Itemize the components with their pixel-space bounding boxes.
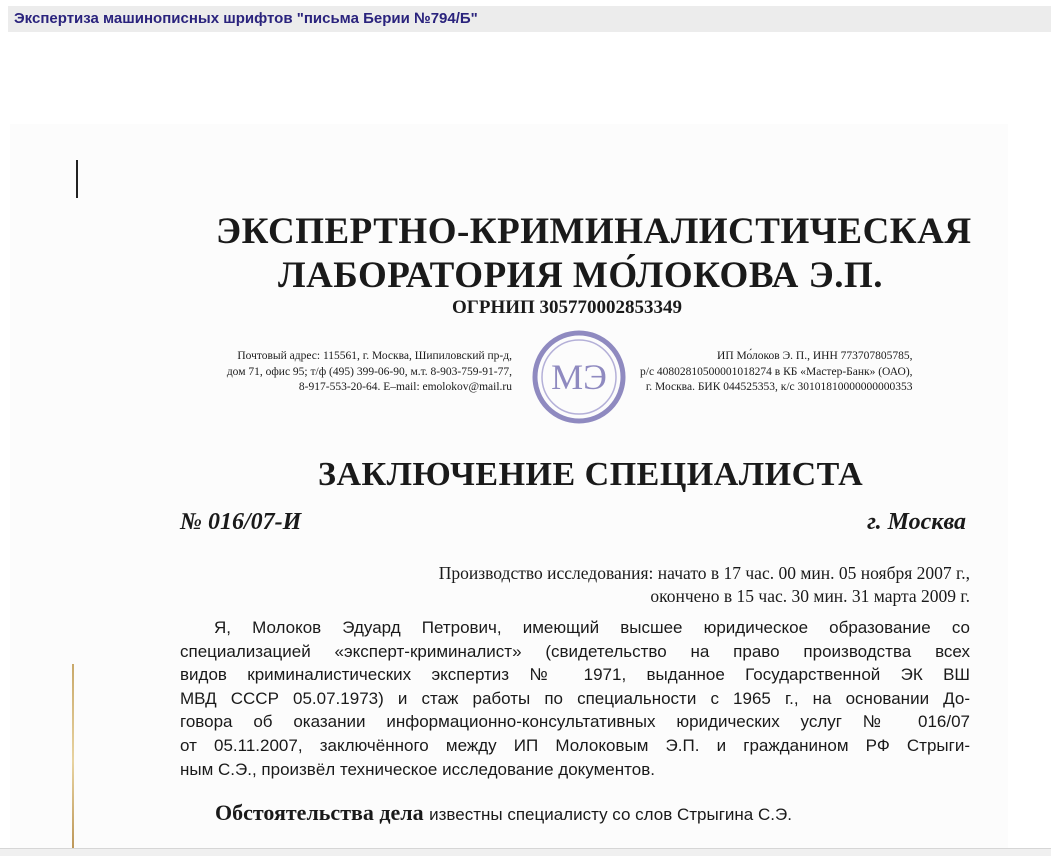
bank-line: ИП Мо́локов Э. П., ИНН 773707805785, (717, 350, 913, 362)
bank-line: р/с 40802810500001018274 в КБ «Мастер-Банк» (ОАО), (640, 365, 913, 378)
production-dates (439, 562, 970, 608)
circumstances-text: известны специалисту со слов Стрыгина С.Э. (429, 805, 792, 824)
circumstances-heading: Обстоятельства дела (215, 800, 430, 825)
address-line: дом 71, офис 95; т/ф (495) 399-06-90, м.т. 8-903-759-91-77, (226, 365, 512, 378)
circumstances (215, 800, 792, 826)
paragraph-line: специализацией «эксперт-криминалист» (свидетельство на право производства всех (180, 641, 970, 661)
paragraph-line: от 05.11.2007, заключённого между ИП Молоковым Э.П. и гражданином РФ Стрыги- (180, 735, 970, 755)
lab-name-line-2: ЛАБОРАТОРИЯ МО́ЛОКОВА Э.П. (278, 255, 884, 296)
statement-paragraph (180, 616, 970, 781)
paragraph-line: видов криминалистических экспертиз № 1971, выданное Государственной ЭК ВШ (180, 665, 970, 685)
page-title: Экспертиза машинописных шрифтов "письма Берии №794/Б" (14, 10, 478, 27)
bank-line: г. Москва. БИК 044525353, к/с 30101810000000000353 (645, 381, 913, 393)
paragraph-line: ным С.Э., произвёл техническое исследование документов. (180, 759, 655, 779)
paragraph-line: МВД СССР 05.07.1973) и стаж работы по специальности с 1965 г., на основании До- (180, 688, 970, 708)
conclusion-heading: ЗАКЛЮЧЕНИЕ СПЕЦИАЛИСТА (318, 456, 864, 493)
ogrnip: ОГРНИП 305770002853349 (452, 297, 683, 318)
postal-address (227, 349, 512, 396)
binding-thread (72, 664, 74, 855)
address-line: Почтовый адрес: 115561, г. Москва, Шипиловский пр-д, (237, 350, 512, 362)
lab-name-line-1: ЭКСПЕРТНО-КРИМИНАЛИСТИЧЕСКАЯ (216, 211, 972, 252)
production-start: Производство исследования: начато в 17 час. 00 мин. 05 ноября 2007 г., (438, 563, 970, 583)
document-number: № 016/07-И (180, 509, 302, 535)
city: г. Москва (867, 509, 966, 535)
paragraph-line: Я, Молоков Эдуард Петрович, имеющий высшее юридическое образование со (214, 618, 970, 637)
margin-mark (76, 160, 78, 198)
document-scan (10, 124, 1008, 855)
lab-logo-icon (531, 329, 627, 425)
production-end: окончено в 15 час. 30 мин. 31 марта 2009 г. (650, 586, 970, 606)
address-line: 8-917-553-20-64. E–mail: emolokov@mail.ru (298, 381, 512, 393)
logo-letters: МЭ (551, 357, 607, 397)
title-bar (8, 6, 1051, 32)
paragraph-line: говора об оказании информационно-консультативных юридических услуг № 016/07 (180, 712, 970, 732)
bank-details (640, 349, 913, 396)
